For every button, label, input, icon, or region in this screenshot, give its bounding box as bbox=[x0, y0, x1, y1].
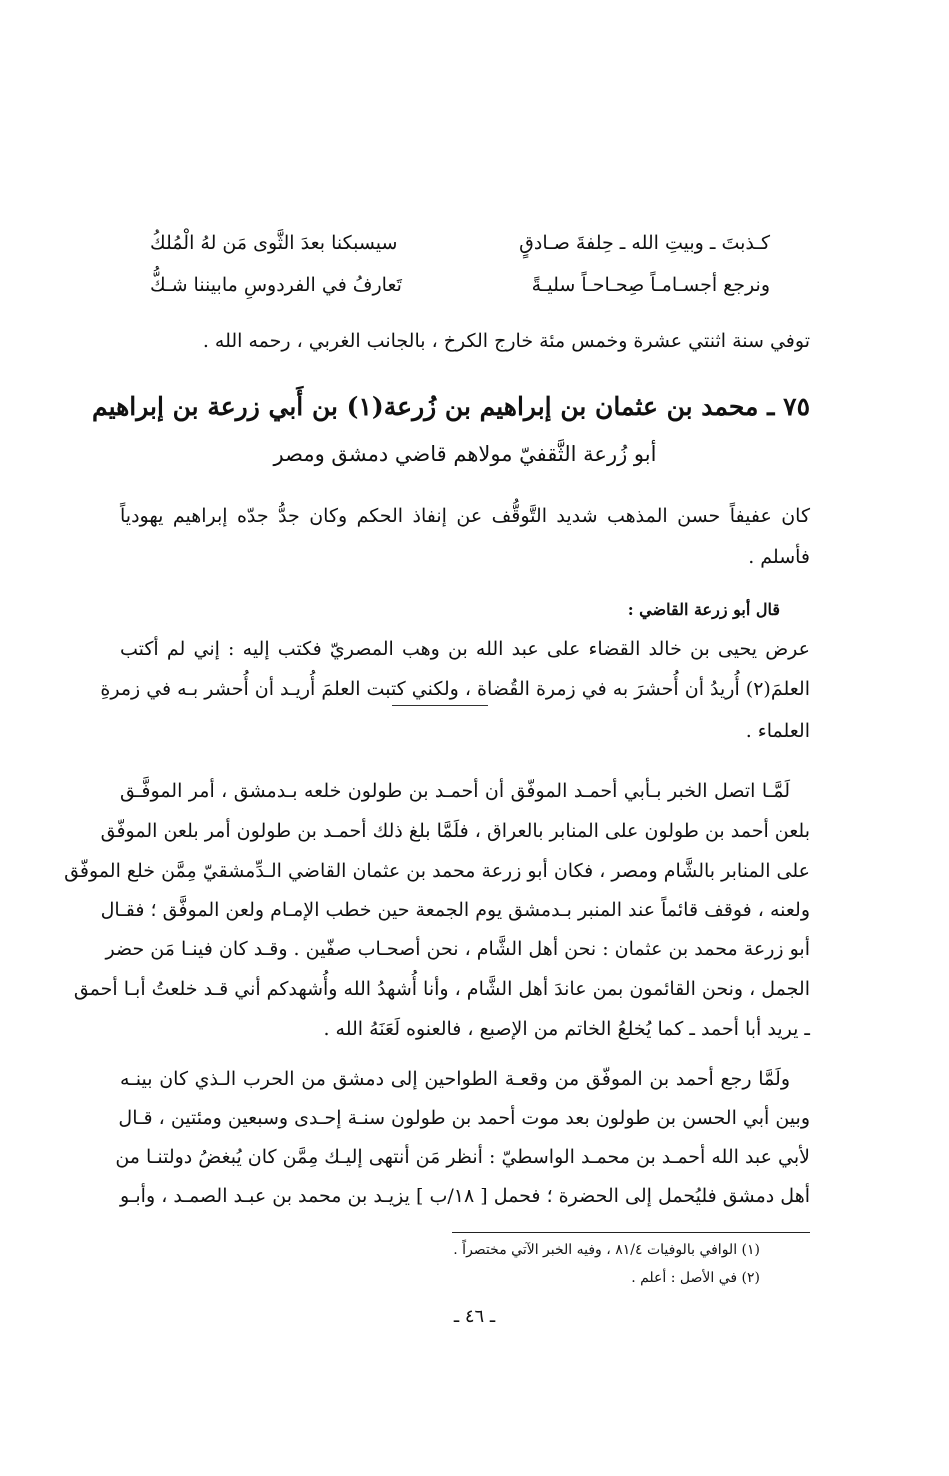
paragraph-line: لأبي عبد الله أحمـد بن محمـد الواسطيّ : أنظر مَن أنتهى إليـك مِمَّن كان يُبغضُ دولتنـا من bbox=[115, 1146, 810, 1168]
paragraph-line: على المنابر بالشَّام ومصر ، فكان أبو زرعة محمد بن عثمان القاضي الـدِّمشقيّ مِمَّن خلع الموفّق bbox=[64, 860, 810, 882]
quote-line: العلماء . bbox=[745, 720, 810, 742]
subhead: قال أبو زرعة القاضي : bbox=[627, 600, 780, 619]
footnote: (١) الوافي بالوفيات ٨١/٤ ، وفيه الخبر الآتي مختصراً . bbox=[453, 1242, 760, 1258]
paragraph-line: ـ يريد أبا أحمد ـ كما يُخلعُ الخاتم من الإصبع ، فالعنوه لَعَنَهُ الله . bbox=[323, 1018, 810, 1040]
poem-hemistich-right: كـذبتَ ـ وبيتِ الله ـ حِلفةَ صـادقٍ bbox=[519, 232, 770, 254]
paragraph-line: وبين أبي الحسن بن طولون بعد موت أحمد بن طولون سنـة إحـدى وسبعين ومئتين ، قـال bbox=[118, 1107, 810, 1129]
footnote: (٢) في الأصل : أعلم . bbox=[631, 1270, 760, 1286]
poem-verse bbox=[150, 222, 770, 264]
intro-line: كان عفيفاً حسن المذهب شديد التَّوقُّف عن إنفاذ الحكم وكان جدُّ جدّه إبراهيم يهودياً bbox=[120, 505, 810, 527]
poem-hemistich-left: سيسبكنا بعدَ الثَّوى مَن لهُ الْمُلكُ bbox=[150, 232, 398, 254]
paragraph-line: الجمل ، ونحن القائمون بمن عاندَ أهل الشَّام ، وأنا أُشهدُ الله وأُشهدكم أني قـد خلعتُ أبـا أحمق bbox=[73, 978, 810, 1000]
entry-title: ٧٥ ـ محمد بن عثمان بن إبراهيم بن زُرعة(١) بن أَبي زرعة بن إبراهيم bbox=[91, 392, 810, 421]
page-number: ـ ٤٦ ـ bbox=[453, 1306, 496, 1327]
paragraph-line: بلعن أحمد بن طولون على المنابر بالعراق ، فلَمَّا بلغ ذلك أحمـد بن طولون أمر بلعن الموفّق bbox=[100, 820, 810, 842]
paragraph-line: لَمَّـا اتصل الخبر بـأبي أحمـد الموفّق أن أحمـد بن طولون خلعه بـدمشق ، أمر الموفَّـق bbox=[120, 780, 790, 802]
paragraph-line: ولعنه ، فوقف قائماً عند المنبر بـدمشق يوم الجمعة حين خطب الإمـام ولعن الموفَّق ؛ فقـال bbox=[100, 899, 810, 921]
paragraph-line: أبو زرعة محمد بن عثمان : نحن أهل الشَّام ، نحن أصحـاب صفّين . وقـد كان فينـا مَن حضر bbox=[105, 938, 810, 960]
poem-hemistich-left: تَعارفُ في الفردوسِ مابيننا شـكُّ bbox=[150, 274, 402, 296]
poem-verse bbox=[150, 264, 770, 306]
handwritten-underline bbox=[392, 705, 488, 706]
quote-line: العلمَ(٢) أُريدُ أن أُحشرَ به في زمرة القُضاة ، ولكني كتبت العلمَ أُريـد أن أُحشر بـه في زمرةِ bbox=[100, 678, 810, 700]
footnote-divider bbox=[452, 1232, 810, 1233]
poem bbox=[150, 222, 770, 306]
poem-hemistich-right: ونرجع أجسـامـاً صِحـاحـاً سليـةً bbox=[531, 274, 770, 296]
intro-line: فأسلم . bbox=[748, 546, 810, 568]
paragraph-line: أهل دمشق فليُحمل إلى الحضرة ؛ فحمل [ ١٨/ب ] يزيـد بن محمد بن عبـد الصمـد ، وأبـو bbox=[120, 1185, 810, 1207]
quote-line: عرض يحيى بن خالد القضاء على عبد الله بن وهب المصريّ فكتب إليه : إني لم أكتب bbox=[120, 638, 810, 660]
paragraph-line: ولَمَّا رجع أحمد بن الموفّق من وقعـة الطواحين إلى دمشق من الحرب الـذي كان بينـه bbox=[120, 1068, 790, 1090]
entry-subtitle: أبو زُرعة الثَّقفيّ مولاهم قاضي دمشق ومصر bbox=[273, 442, 657, 466]
death-note: توفي سنة اثنتي عشرة وخمس مئة خارج الكرخ ، بالجانب الغربي ، رحمه الله . bbox=[202, 330, 810, 352]
